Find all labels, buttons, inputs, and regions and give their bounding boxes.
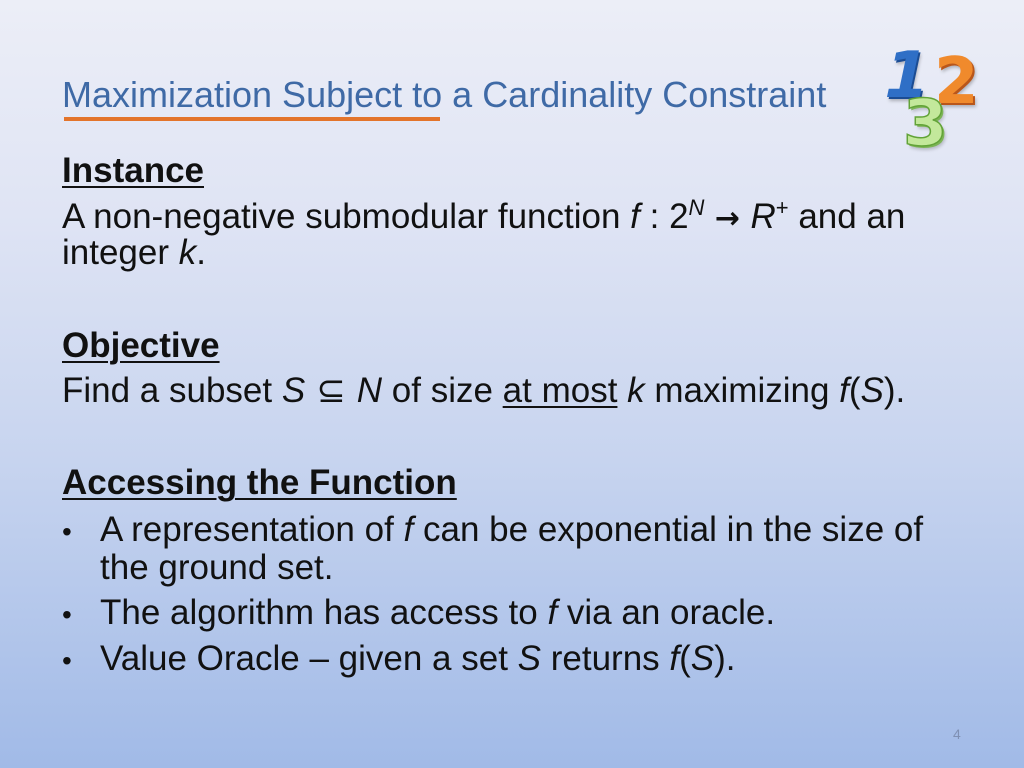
bullet-item	[62, 640, 736, 680]
math-variable-f: f	[669, 639, 680, 678]
text-run: ).	[883, 371, 906, 410]
title-underline-rule	[64, 117, 440, 121]
text-run: the ground set.	[100, 548, 334, 587]
text-run: via an oracle.	[557, 593, 776, 632]
bullet-marker: •	[62, 599, 72, 630]
math-variable-f: f	[839, 371, 849, 410]
text-run: returns	[541, 639, 670, 678]
slide-title: Maximization Subject to a Cardinality Constraint	[62, 74, 827, 115]
text-run: A non-negative submodular function	[62, 197, 631, 236]
superscript-plus: +	[775, 195, 789, 220]
math-variable-f: f	[547, 593, 558, 632]
text-run: maximizing	[644, 371, 840, 410]
underlined-text: at most	[502, 371, 618, 410]
bullet-item	[62, 511, 923, 551]
text-run: of size	[382, 371, 503, 410]
math-variable-f: f	[403, 510, 414, 549]
page-number: 4	[953, 726, 961, 742]
math-variable-r: R	[750, 197, 776, 236]
bullet-marker: •	[62, 645, 72, 676]
logo-digit-three: 3	[903, 87, 948, 161]
text-run: Find a subset	[62, 371, 282, 410]
math-variable-s: S	[281, 371, 306, 410]
math-variable-s: S	[690, 639, 715, 678]
logo-123	[876, 39, 990, 161]
text-run: integer	[62, 233, 179, 272]
text-run: and an	[788, 197, 906, 236]
bullet-item	[62, 594, 775, 634]
accessing-heading-line	[62, 464, 457, 502]
subset-symbol: ⊆	[305, 371, 357, 411]
text-run: The algorithm has access to	[100, 593, 548, 632]
logo-digit-two: 2	[934, 45, 979, 119]
bullet-item-continuation	[100, 549, 334, 587]
math-variable-n: N	[356, 371, 383, 410]
text-run: : 2	[639, 197, 689, 236]
text-run: can be exponential in the size of	[413, 510, 924, 549]
logo-digit-one: 1	[876, 39, 937, 113]
math-variable-s: S	[517, 639, 542, 678]
right-arrow-icon: →	[704, 201, 751, 236]
text-run: (	[848, 371, 861, 410]
math-variable-k: k	[178, 233, 197, 272]
bullet-marker: •	[62, 516, 72, 547]
instance-heading: Instance	[62, 151, 204, 190]
text-run: .	[196, 233, 206, 272]
math-variable-k: k	[617, 371, 645, 410]
math-variable-s: S	[860, 371, 884, 410]
objective-line	[62, 372, 905, 410]
text-run: (	[679, 639, 691, 678]
text-run: A representation of	[100, 510, 404, 549]
objective-heading-line	[62, 327, 220, 365]
objective-heading: Objective	[62, 326, 220, 365]
math-variable-f: f	[630, 197, 640, 236]
instance-heading-line	[62, 152, 204, 190]
superscript-n: N	[688, 195, 705, 220]
accessing-heading: Accessing the Function	[62, 463, 457, 502]
instance-line	[62, 234, 206, 272]
text-run: ).	[714, 639, 736, 678]
text-run: Value Oracle – given a set	[100, 639, 518, 678]
